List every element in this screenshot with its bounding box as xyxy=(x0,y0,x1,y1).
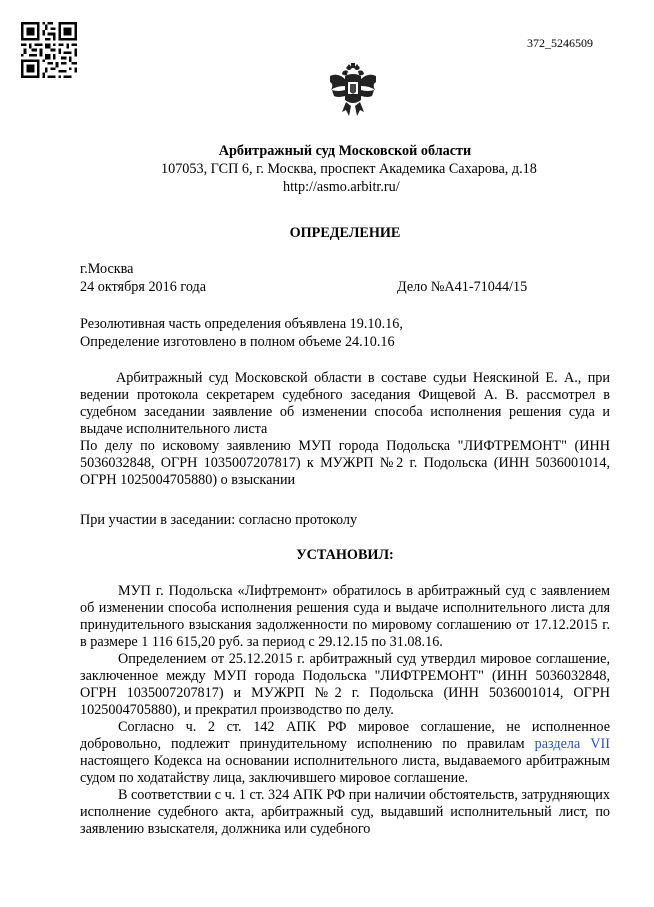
document-title: ОПРЕДЕЛЕНИЕ xyxy=(289,225,401,241)
body-paragraph-2: Определением от 25.12.2015 г. арбитражный суд утвердил мировое соглашение, заключенное между МУП города Подольска "ЛИФТРЕМОНТ" (ИНН 5036032848, ОГРН 1035007207817) и МУЖРП №2 г. Подольска (ИНН 5036001014, ОГРН 1025004705880), и прекратил производство по делу. xyxy=(80,651,610,718)
resolution-announced: Резолютивная часть определения объявлена 19.10.16, xyxy=(80,316,403,332)
court-website-link[interactable]: http://asmo.arbitr.ru/ xyxy=(283,179,400,195)
section-vii-link[interactable]: раздела VII xyxy=(534,736,610,752)
resolution-completed: Определение изготовлено в полном объеме 24.10.16 xyxy=(80,334,395,350)
case-description-paragraph: По делу по исковому заявлению МУП города Подольска "ЛИФТРЕМОНТ" (ИНН 5036032848, ОГРН 1035007207817) к МУЖРП №2 г. Подольска (ИНН 5036001014, ОГРН 1025004705880) о взыскании xyxy=(80,438,610,488)
intro-paragraph: Арбитражный суд Московской области в составе судьи Неяскиной Е. А., при ведении протокола секретарем судебного заседания Фищевой А. В. рассмотрел в судебном заседании заявление об изменении способа исполнения решения суда и выдаче исполнительного листа xyxy=(80,370,610,437)
court-name: Арбитражный суд Московской области xyxy=(218,143,472,159)
city: г.Москва xyxy=(80,261,134,277)
case-number: Дело №А41-71044/15 xyxy=(397,279,528,295)
body-paragraph-1: МУП г. Подольска «Лифтремонт» обратилось в арбитражный суд с заявлением об изменении способа исполнения решения суда и выдаче исполнительного листа для принудительного взыскания задолженности по мировому соглашению от 17.12.2015 г. в размере 1 116 615,20 руб. за период с 29.12.15 по 31.08.16. xyxy=(80,583,610,650)
participation-note: При участии в заседании: согласно протоколу xyxy=(80,512,358,528)
paragraph-3-text-start: Согласно ч. 2 ст. 142 АПК РФ мировое соглашение, не исполненное добровольно, подлежит принудительному исполнению по правилам xyxy=(80,719,610,752)
body-paragraph-3 xyxy=(80,719,610,787)
body-paragraph-4: В соответствии с ч. 1 ст. 324 АПК РФ при наличии обстоятельств, затрудняющих исполнение судебного акта, арбитражный суд, выдавший исполнительный лист, по заявлению взыскателя, должника или судебного xyxy=(80,787,610,837)
coat-of-arms-icon xyxy=(328,62,378,118)
qr-code-icon xyxy=(21,22,77,78)
body-section xyxy=(80,583,610,838)
court-address: 107053, ГСП 6, г. Москва, проспект Академика Сахарова, д.18 xyxy=(161,161,537,177)
document-id: 372_5246509 xyxy=(527,36,593,50)
intro-section xyxy=(80,370,610,489)
paragraph-3-text-end: настоящего Кодекса на основании исполнительного листа, выдаваемого арбитражным судом по ходатайству лица, заключившего мировое соглашение. xyxy=(80,753,610,786)
section-heading: УСТАНОВИЛ: xyxy=(296,547,394,563)
document-date: 24 октября 2016 года xyxy=(80,279,207,295)
